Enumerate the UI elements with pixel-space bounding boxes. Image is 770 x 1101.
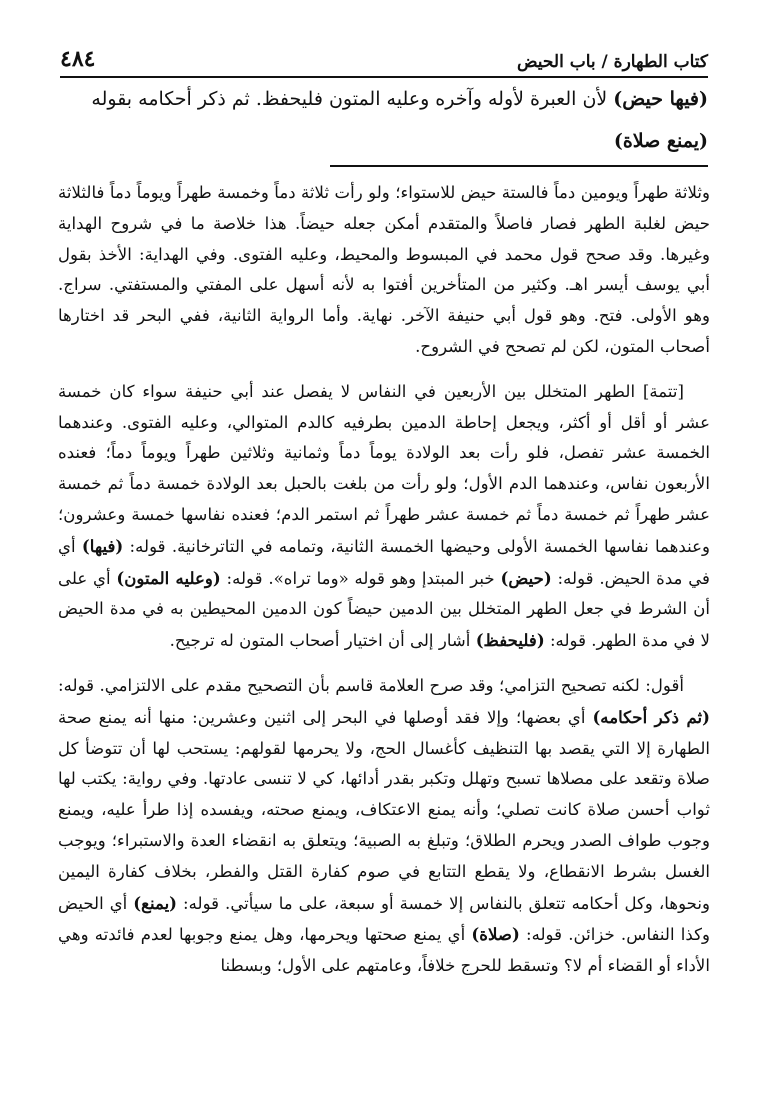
page-header (60, 40, 708, 78)
page-number: ٤٨٤ (60, 46, 96, 72)
running-title: كتاب الطهارة / باب الحيض (516, 52, 708, 72)
para2-text-5: أشار إلى أن اختيار أصحاب المتون له ترجيح. (169, 631, 476, 651)
para3-text-2: أي بعضها؛ وإلا فقد أوصلها في البحر إلى اثنين وعشرين: منها أنه يمنع صحة الطهارة إلا التي يقصد بها التنظيف كأغسال الحج، ولا يحرمها لقولهم: يستحب لها أن تتوضأ كل صلاة وتقعد على مصلاها تسبح وتهلل وتكبر بقدر أدائها، كي لا تنسى عادتها. وفي رواية: يكتب لها ثواب أحسن صلاة كانت تصلي؛ وأنه يمنع الاعتكاف، ويمنع صحته، ويفسده إذا طرأ عليه، ويمنع وجوب طواف الصدر ويحرم الطلاق؛ وتبلغ به الصبية؛ ويتعلق به انقضاء العدة والاستبراء؛ ويوجب الغسل بشرط الانقطاع، ولا يقطع التتابع في صوم كفارة القتل والفطر، بخلاف كفارة اليمين ونحوها، وكل أحكامه تتعلق بالنفاس إلا خمسة أو سبعة، على ما سيأتي. قوله: (58, 707, 710, 913)
para2-keyword-3: (وعليه المتون) (116, 567, 221, 588)
main-text (62, 78, 708, 162)
commentary-text (58, 178, 710, 982)
para2-keyword-1: (فيها) (81, 535, 124, 556)
para3-text-3: أي الحيض وكذا النفاس. خزائن. قوله: (58, 893, 710, 945)
commentary-paragraph-1: وثلاثة طهراً ويومين دماً فالستة حيض للاستواء؛ ولو رأت ثلاثة دماً وخمسة طهراً ويوماً دماً فالثلاثة حيض لغلبة الطهر فصار فاصلاً والمتقدم أمكن جعله حيضاً. هذا خلاصة ما في شروح الهداية وغيرها. وقد صحح قول محمد في المبسوط والمحيط، وعليه الفتوى. وفي الهداية: الأخذ بقول أبي يوسف أيسر اهـ. وكثير من المتأخرين أفتوا به لأنه أسهل على المفتي والمستفتي. سراج. وهو الأولى. فتح. وهو قول أبي حنيفة الآخر. نهاية. وأما الرواية الثانية، ففي البحر قد اختارها أصحاب المتون، لكن لم تصحح في الشروح. (58, 183, 710, 356)
para2-text-1: [تتمة] الطهر المتخلل بين الأربعين في النفاس لا يفصل عند أبي حنيفة سواء كان خمسة عشر أو أقل أو أكثر، ويجعل إحاطة الدمين بطرفيه كالدم المتوالي، وعليه الفتوى. وعندهما الخمسة عشر تفصل، فلو رأت بعد الولادة يوماً دماً وثمانية وثلاثين طهراً ويوماً دماً؛ فعنده الأربعون نفاس، وعندهما الدم الأول؛ ولو رأت من بلغت بالحبل بعد الولادة خمسة دماً ثم خمسة عشر طهراً ثم خمسة دماً ثم خمسة عشر طهراً ثم استمر الدم؛ فعنده نفاسها خمسة وعشرون؛ وعندهما نفاسها الخمسة الأولى وحيضها الخمسة الثانية، وتمامه في التاترخانية. قوله: (58, 381, 711, 556)
para3-keyword-2: (يمنع) (133, 892, 178, 913)
para3-keyword-3: (صلاة) (471, 924, 520, 945)
para3-text-4: أي يمنع صحتها ويحرمها، وهل يمنع وجوبها لعدم فائدته وهي الأداء أو القضاء أم لا؟ وتسقط للحرج خلافاً، وعامتهم على الأول؛ وبسطنا (58, 925, 710, 976)
para3-keyword-1: (ثم ذكر أحكامه) (592, 706, 710, 727)
commentary-paragraph-3 (58, 671, 710, 982)
para2-text-3: خبر المبتدإ وهو قوله «وما تراه». قوله: (220, 568, 501, 588)
para2-text-2: أي في مدة الحيض. قوله: (58, 536, 710, 588)
para2-keyword-4: (فليحفظ) (475, 630, 545, 651)
separator-rule (330, 165, 708, 167)
commentary-paragraph-2 (58, 377, 710, 657)
matn-keyword-2: (يمنع صلاة) (613, 130, 708, 152)
matn-keyword-1: (فيها حيض) (613, 88, 708, 110)
matn-text-1: لأن العبرة لأوله وآخره وعليه المتون فليحفظ. ثم ذكر أحكامه بقوله (91, 88, 614, 110)
para2-text-4: أي على أن الشرط في جعل الطهر المتخلل بين الدمين حيضاً كون الدمين المحيطين به في مدة الحيض لا في مدة الطهر. قوله: (58, 568, 710, 651)
para2-keyword-2: (حيض) (500, 567, 552, 588)
para3-text-1: أقول: لكنه تصحيح التزامي؛ وقد صرح العلامة قاسم بأن التصحيح مقدم على الالتزامي. قوله: (58, 675, 684, 695)
